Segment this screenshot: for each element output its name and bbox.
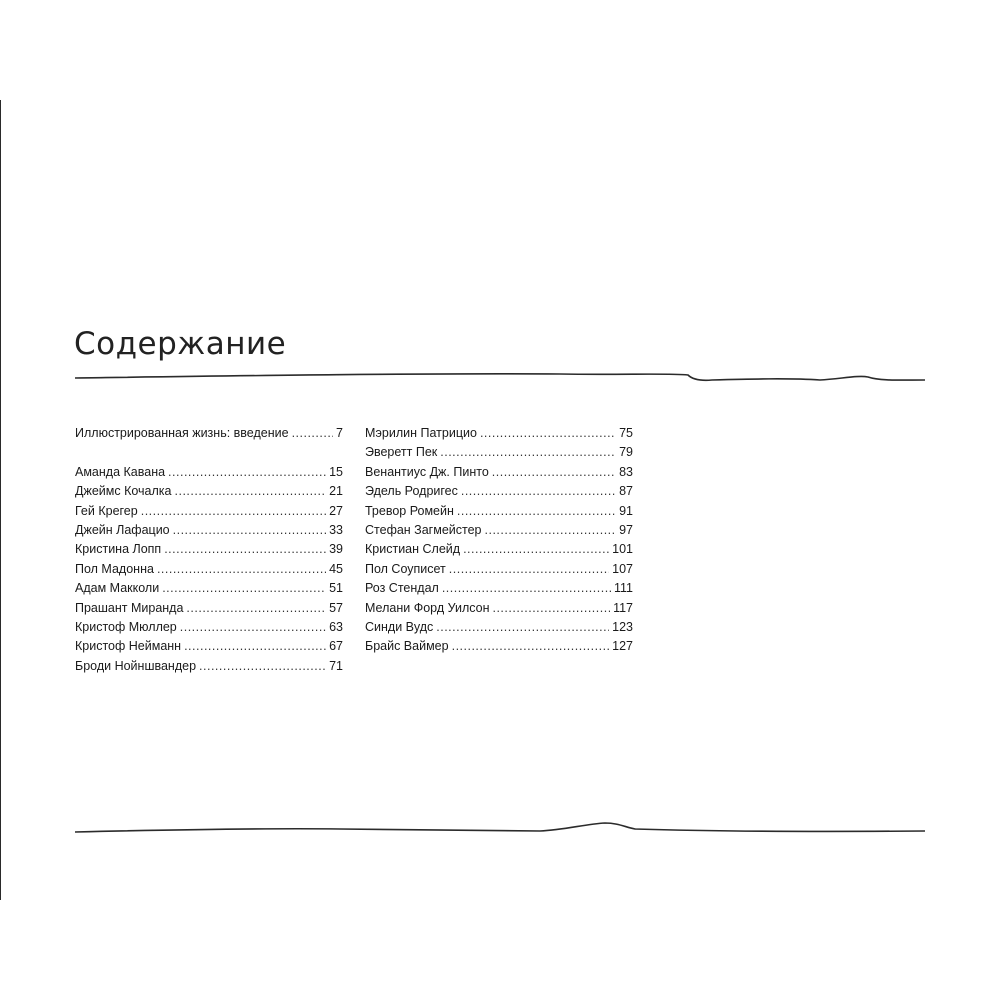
toc-entry[interactable]	[75, 637, 343, 656]
toc-entry-title: Синди Вудс	[365, 619, 434, 634]
toc-entry-title: Гей Крегер	[75, 503, 138, 518]
toc-page-number: 57	[329, 600, 343, 615]
toc-dot-leader	[157, 560, 326, 579]
toc-entry[interactable]	[75, 521, 343, 540]
toc-page-number: 21	[329, 484, 343, 499]
toc-entry[interactable]	[365, 482, 633, 501]
toc-entry-title: Кристиан Слейд	[365, 542, 461, 557]
toc-dot-leader	[442, 579, 611, 598]
toc-dot-leader	[186, 599, 326, 618]
toc-entry[interactable]	[365, 463, 633, 482]
toc-entry[interactable]	[75, 482, 343, 501]
toc-page-number: 111	[613, 581, 633, 596]
toc-entry-title: Пол Мадонна	[75, 561, 154, 576]
toc-page-number: 107	[612, 561, 633, 576]
toc-page-number: 123	[612, 619, 633, 634]
toc-dot-leader	[175, 482, 327, 501]
toc-dot-leader	[452, 637, 610, 656]
toc-entry-title: Венантиус Дж. Пинто	[365, 464, 489, 479]
toc-entry[interactable]	[75, 618, 343, 637]
toc-entry[interactable]	[75, 502, 343, 521]
toc-entry[interactable]	[75, 540, 343, 559]
toc-entry-title: Мелани Форд Уилсон	[365, 600, 490, 615]
toc-entry[interactable]	[365, 560, 633, 579]
toc-dot-leader	[449, 560, 609, 579]
toc-entry[interactable]	[365, 502, 633, 521]
toc-entry-title: Кристина Лопп	[75, 542, 162, 557]
toc-dot-leader	[180, 618, 326, 637]
toc-dot-leader	[162, 579, 326, 598]
page-edge-line	[0, 100, 1, 900]
toc-page-number: 71	[329, 658, 343, 673]
toc-entry-title: Иллюстрированная жизнь: введение	[75, 426, 289, 440]
toc-entry-title: Джейн Лафацио	[75, 522, 170, 537]
toc-page-number: 7	[336, 426, 343, 440]
toc-page-number: 15	[329, 464, 343, 479]
toc-dot-leader	[485, 521, 617, 540]
toc-entry-title: Тревор Ромейн	[365, 503, 454, 518]
toc-dot-leader	[168, 463, 326, 482]
toc-entry[interactable]	[75, 463, 343, 482]
toc-page-number: 27	[329, 503, 343, 518]
toc-dot-leader	[461, 482, 616, 501]
toc-dot-leader	[480, 424, 616, 443]
title-underline-rule	[0, 368, 1000, 388]
toc-page-number: 39	[329, 542, 343, 557]
toc-entry[interactable]	[365, 618, 633, 637]
toc-entry-title: Эверетт Пек	[365, 445, 438, 460]
toc-dot-leader	[436, 618, 609, 637]
toc-column-left	[75, 424, 343, 676]
toc-entry[interactable]	[365, 637, 633, 656]
toc-page-number: 117	[613, 600, 633, 615]
toc-page-number: 51	[329, 581, 343, 596]
toc-entry-title: Аманда Кавана	[75, 464, 166, 479]
toc-page-number: 63	[329, 619, 343, 634]
toc-entry[interactable]	[75, 599, 343, 618]
toc-page-number: 67	[329, 639, 343, 654]
bottom-decorative-rule	[0, 814, 1000, 834]
toc-dot-leader	[292, 424, 333, 443]
toc-dot-leader	[457, 502, 616, 521]
toc-column-right	[365, 424, 633, 657]
toc-entry[interactable]	[365, 540, 633, 559]
toc-entry-title: Кристоф Мюллер	[75, 619, 177, 634]
toc-entry-title: Стефан Загмейстер	[365, 522, 482, 537]
toc-dot-leader	[141, 502, 326, 521]
toc-entry-title: Пол Соуписет	[365, 561, 446, 576]
toc-entry[interactable]	[365, 521, 633, 540]
toc-page-number: 33	[329, 522, 343, 537]
toc-page-number: 45	[329, 561, 343, 576]
toc-page-number: 127	[612, 639, 633, 654]
toc-entry-title: Адам Макколи	[75, 581, 160, 596]
toc-dot-leader	[173, 521, 326, 540]
toc-entry-title: Мэрилин Патрицио	[365, 426, 477, 440]
toc-entry[interactable]	[365, 599, 633, 618]
toc-entry[interactable]	[75, 560, 343, 579]
toc-entry-title: Джеймс Кочалка	[75, 484, 172, 499]
toc-entry[interactable]	[75, 424, 343, 443]
toc-entry-title: Броди Нойншвандер	[75, 658, 197, 673]
toc-dot-leader	[440, 443, 616, 462]
toc-entry[interactable]	[365, 443, 633, 462]
toc-entry[interactable]	[75, 657, 343, 676]
toc-dot-leader	[463, 540, 609, 559]
page-title: Содержание	[74, 326, 287, 362]
toc-entry[interactable]	[75, 579, 343, 598]
toc-entry-title: Прашант Миранда	[75, 600, 184, 615]
toc-entry-title: Брайс Ваймер	[365, 639, 449, 654]
toc-page-number: 79	[619, 445, 633, 460]
toc-page-number: 83	[619, 464, 633, 479]
toc-dot-leader	[492, 463, 616, 482]
toc-entry-title: Эдель Родригес	[365, 484, 458, 499]
toc-page-number: 91	[619, 503, 633, 518]
toc-page-number: 101	[612, 542, 633, 557]
toc-dot-leader	[164, 540, 326, 559]
toc-dot-leader	[184, 637, 326, 656]
toc-dot-leader	[492, 599, 610, 618]
toc-page-number: 75	[619, 426, 633, 440]
toc-entry[interactable]	[365, 424, 633, 443]
toc-dot-leader	[199, 657, 326, 676]
toc-page-number: 97	[619, 522, 633, 537]
toc-entry[interactable]	[365, 579, 633, 598]
toc-entry-title: Роз Стендал	[365, 581, 439, 596]
toc-page-number: 87	[619, 484, 633, 499]
toc-entry-title: Кристоф Нейманн	[75, 639, 182, 654]
